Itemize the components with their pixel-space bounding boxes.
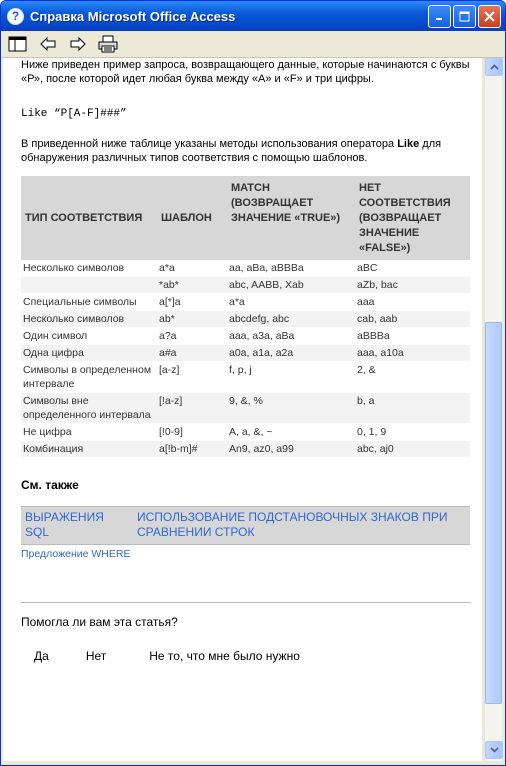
cell-match: aa, aBa, aBBBa bbox=[227, 260, 355, 277]
back-button[interactable] bbox=[37, 34, 59, 54]
back-arrow-icon bbox=[39, 36, 57, 52]
feedback-no-link[interactable]: Нет bbox=[85, 649, 107, 663]
links-row bbox=[21, 507, 470, 545]
maximize-button[interactable] bbox=[453, 5, 476, 28]
header-pattern: ШАБЛОН bbox=[157, 176, 227, 260]
window-controls bbox=[428, 5, 501, 28]
vertical-scrollbar[interactable] bbox=[484, 58, 502, 761]
header-match-true: MATCH (ВОЗВРАЩАЕТ ЗНАЧЕНИЕ «TRUE») bbox=[227, 176, 355, 260]
cell-type: Символы в определенном интервале bbox=[21, 362, 157, 393]
table-row bbox=[21, 311, 470, 328]
cell-pattern: [!a-z] bbox=[157, 393, 227, 424]
table-row bbox=[21, 393, 470, 424]
cell-nomatch: aBC bbox=[355, 260, 470, 277]
article-body bbox=[21, 58, 471, 663]
cell-match: abcdefg, abc bbox=[227, 311, 355, 328]
cell-nomatch: b, a bbox=[355, 393, 470, 424]
cell-nomatch: cab, aab bbox=[355, 311, 470, 328]
close-icon bbox=[484, 11, 495, 22]
chevron-down-icon bbox=[490, 747, 499, 753]
code-example: Like “P[A-F]###” bbox=[21, 108, 127, 120]
feedback-options bbox=[21, 649, 471, 663]
cell-pattern: a[!b-m]# bbox=[157, 441, 227, 458]
cell-type: Символы вне определенного интервала bbox=[21, 393, 157, 424]
table-row bbox=[21, 328, 470, 345]
scroll-up-button[interactable] bbox=[485, 58, 503, 76]
cell-match: a*a bbox=[227, 294, 355, 311]
cell-nomatch: abc, aj0 bbox=[355, 441, 470, 458]
table-intro bbox=[21, 137, 471, 165]
cell-type: Один символ bbox=[21, 328, 157, 345]
chevron-up-icon bbox=[490, 64, 499, 70]
maximize-icon bbox=[459, 11, 470, 22]
cell-type: Несколько символов bbox=[21, 260, 157, 277]
cell-match: f, p, j bbox=[227, 362, 355, 393]
cell-match: 9, &, % bbox=[227, 393, 355, 424]
cell-nomatch: aZb, bac bbox=[355, 277, 470, 294]
table-row bbox=[21, 441, 470, 458]
window-title: Справка Microsoft Office Access bbox=[30, 8, 236, 24]
cell-type: Не цифра bbox=[21, 424, 157, 441]
print-button[interactable] bbox=[97, 34, 119, 54]
table-row bbox=[21, 294, 470, 311]
cell-pattern: [a-z] bbox=[157, 362, 227, 393]
cell-type: Специальные символы bbox=[21, 294, 157, 311]
feedback-yes-link[interactable]: Да bbox=[34, 649, 49, 663]
cell-nomatch: aaa bbox=[355, 294, 470, 311]
link-sql-expressions[interactable]: ВЫРАЖЕНИЯ SQL bbox=[25, 510, 104, 539]
keyword-like: Like bbox=[397, 138, 420, 150]
cell-match: abc, AABB, Xab bbox=[227, 277, 355, 294]
cell-type: Несколько символов bbox=[21, 311, 157, 328]
forward-arrow-icon bbox=[69, 36, 87, 52]
divider bbox=[21, 602, 471, 603]
close-button[interactable] bbox=[478, 5, 501, 28]
cell-match: A, a, &, ~ bbox=[227, 424, 355, 441]
minimize-button[interactable] bbox=[428, 5, 451, 28]
cell-match: a0a, a1a, a2a bbox=[227, 345, 355, 362]
table-row bbox=[21, 260, 470, 277]
table-header-row bbox=[21, 176, 470, 260]
intro-text: Ниже приведен пример запроса, возвращающего данные, которые начинаются с буквы «Р», после которой идет любая буква между «А» и «F» и три цифры. bbox=[21, 59, 470, 85]
patterns-table bbox=[21, 176, 470, 458]
minimize-icon bbox=[434, 11, 445, 22]
forward-button[interactable] bbox=[67, 34, 89, 54]
link-wildcards[interactable]: ИСПОЛЬЗОВАНИЕ ПОДСТАНОВОЧНЫХ ЗНАКОВ ПРИ СРАВНЕНИИ СТРОК bbox=[137, 510, 448, 539]
cell-type bbox=[21, 277, 157, 294]
feedback-question: Помогла ли вам эта статья? bbox=[21, 615, 178, 629]
table-row bbox=[21, 362, 470, 393]
cell-nomatch: 2, & bbox=[355, 362, 470, 393]
table-row bbox=[21, 424, 470, 441]
cell-pattern: ab* bbox=[157, 311, 227, 328]
cell-pattern: a[*]a bbox=[157, 294, 227, 311]
cell-pattern: *ab* bbox=[157, 277, 227, 294]
cell-nomatch: aaa, a10a bbox=[355, 345, 470, 362]
title-bar[interactable] bbox=[1, 1, 505, 31]
toolbar bbox=[1, 31, 505, 58]
cell-pattern: a*a bbox=[157, 260, 227, 277]
table-row bbox=[21, 277, 470, 294]
show-pane-button[interactable] bbox=[7, 34, 29, 54]
cell-nomatch: aBBBa bbox=[355, 328, 470, 345]
scroll-thumb[interactable] bbox=[485, 322, 502, 704]
show-pane-icon bbox=[8, 35, 28, 53]
see-also-heading: См. также bbox=[21, 478, 79, 492]
cell-type: Одна цифра bbox=[21, 345, 157, 362]
cell-match: An9, az0, a99 bbox=[227, 441, 355, 458]
header-match-type: ТИП СООТВЕТСТВИЯ bbox=[21, 176, 157, 260]
cell-pattern: [!0-9] bbox=[157, 424, 227, 441]
table-row bbox=[21, 345, 470, 362]
link-where-clause[interactable]: Предложение WHERE bbox=[21, 548, 131, 560]
cell-nomatch: 0, 1, 9 bbox=[355, 424, 470, 441]
see-also-links bbox=[21, 506, 470, 545]
help-icon: ? bbox=[7, 8, 24, 25]
scroll-down-button[interactable] bbox=[485, 741, 503, 759]
cell-pattern: a?a bbox=[157, 328, 227, 345]
header-match-false: НЕТ СООТВЕТСТВИЯ (ВОЗВРАЩАЕТ ЗНАЧЕНИЕ «FALSE») bbox=[355, 176, 470, 260]
cell-match: aaa, a3a, aBa bbox=[227, 328, 355, 345]
feedback-other-link[interactable]: Не то, что мне было нужно bbox=[149, 649, 300, 663]
printer-icon bbox=[98, 35, 118, 53]
table-intro-text-end: для обнаружения различных типов соответствия с помощью шаблонов. bbox=[21, 138, 442, 164]
help-content bbox=[3, 58, 482, 761]
cell-pattern: a#a bbox=[157, 345, 227, 362]
cell-type: Комбинация bbox=[21, 441, 157, 458]
table-intro-text: В приведенной ниже таблице указаны методы использования оператора bbox=[21, 138, 398, 150]
